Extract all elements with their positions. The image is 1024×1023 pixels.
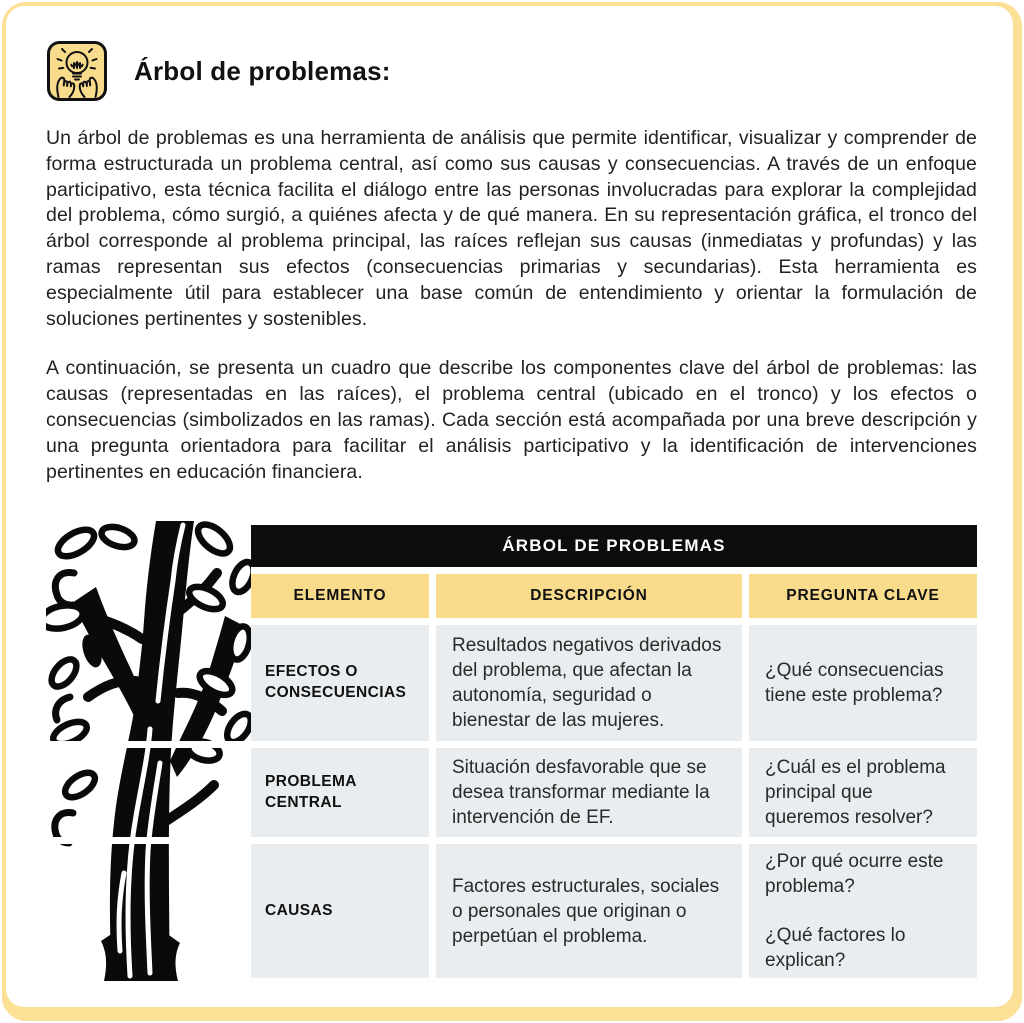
- table-row-2-elemento: PROBLEMA CENTRAL: [251, 748, 429, 837]
- problem-tree-figure: [46, 521, 977, 981]
- table-row-3-elemento: CAUSAS: [251, 844, 429, 978]
- table-row-2-descripcion: Situación desfavorable que se desea transformar mediante la intervención de EF.: [436, 748, 742, 837]
- intro-paragraph-1: Un árbol de problemas es una herramienta de análisis que permite identificar, visualizar y comprender de forma estructurada un problema central, así como sus causas y consecuencias. A través de un enfoque participativo, esta técnica facilita el diálogo entre las personas involucradas para explorar la complejidad del problema, cómo surgió, a quiénes afecta y de qué manera. En su representación gráfica, el tronco del árbol corresponde al problema principal, las raíces reflejan sus causas (inmediatas y profundas) y las ramas representan sus efectos (consecuencias primarias y secundarias). Esta herramienta es especialmente útil para establecer una base común de entendimiento y orientar la formulación de soluciones pertinentes y sostenibles.: [46, 127, 977, 330]
- lightbulb-hands-icon: [46, 40, 108, 102]
- column-header-descripcion: DESCRIPCIÓN: [436, 574, 742, 618]
- column-header-pregunta: PREGUNTA CLAVE: [749, 574, 977, 618]
- problem-tree-table: [251, 525, 977, 978]
- document-card: [6, 6, 1013, 1007]
- table-row-1-descripcion: Resultados negativos derivados del problema, que afectan la autonomía, seguridad o bienestar de las mujeres.: [436, 625, 742, 741]
- page-title: Árbol de problemas:: [134, 55, 391, 86]
- column-header-elemento: ELEMENTO: [251, 574, 429, 618]
- table-row-1-pregunta: ¿Qué consecuencias tiene este problema?: [749, 625, 977, 741]
- table-row-1-elemento: EFECTOS O CONSECUENCIAS: [251, 625, 429, 741]
- intro-paragraph-2: A continuación, se presenta un cuadro que describe los componentes clave del árbol de problemas: las causas (representadas en las raíces), el problema central (ubicado en el tronco) y los efectos o consecuencias (simbolizados en las ramas). Cada sección está acompañada por una breve descripción y una pregunta orientadora para facilitar el análisis participativo y la identificación de intervenciones pertinentes en educación financiera.: [46, 357, 977, 483]
- section-header: [46, 40, 977, 102]
- table-row-3-descripcion: Factores estructurales, sociales o personales que originan o perpetúan el problema.: [436, 844, 742, 978]
- table-row-3-pregunta: ¿Por qué ocurre este problema? ¿Qué factores lo explican?: [749, 844, 977, 978]
- woodcut-tree-illustration: [46, 521, 251, 981]
- table-title: ÁRBOL DE PROBLEMAS: [251, 525, 977, 567]
- table-row-2-pregunta: ¿Cuál es el problema principal que queremos resolver?: [749, 748, 977, 837]
